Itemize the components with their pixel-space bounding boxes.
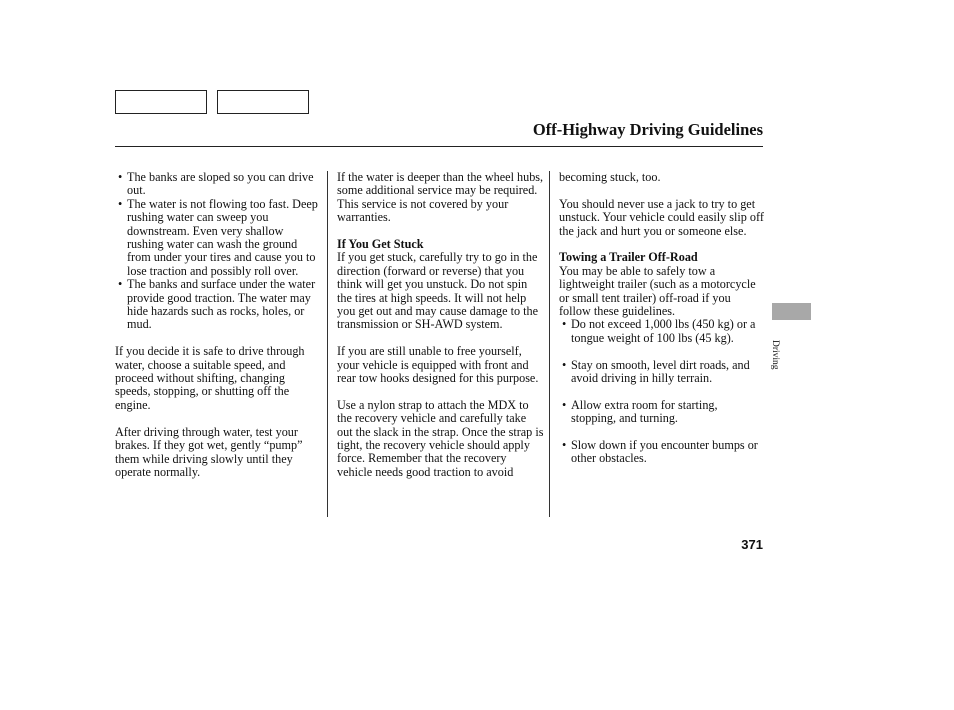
column-divider [327,171,328,517]
column-3 [559,171,765,479]
list-item: • The water is not flowing too fast. Deep rushing water can sweep you downstream. Even very shallow rushing water can wash the ground from under your tires and cause you to lose traction and possibly roll over. [115,198,322,278]
water-crossing-list [115,171,322,332]
towing-list [559,318,765,465]
section-heading: If You Get Stuck [337,237,424,252]
list-item: • Slow down if you encounter bumps or other obstacles. [559,439,765,466]
list-item: • The banks are sloped so you can drive out. [115,171,322,198]
paragraph: You should never use a jack to try to get unstuck. Your vehicle could easily slip off the jack and hurt you or someone else. [559,196,764,238]
list-item: • Do not exceed 1,000 lbs (450 kg) or a tongue weight of 100 lbs (45 kg). [559,318,765,345]
nav-prev-button[interactable] [115,90,207,114]
page-title: Off-Highway Driving Guidelines [532,120,763,139]
paragraph: becoming stuck, too. [559,170,661,184]
paragraph: If you are still unable to free yourself, your vehicle is equipped with front and rear tow hooks designed for this purpose. [337,344,539,386]
page-number: 371 [741,537,763,552]
paragraph: If you decide it is safe to drive through water, choose a suitable speed, and proceed without shifting, changing speeds, stopping, or shutting off the engine. [115,344,305,412]
header-rule [115,146,763,147]
section-heading: Towing a Trailer Off-Road [559,250,698,265]
section-tab[interactable] [772,303,811,320]
column-1 [115,171,322,493]
list-item: • Stay on smooth, level dirt roads, and avoid driving in hilly terrain. [559,359,765,386]
nav-next-button[interactable] [217,90,309,114]
paragraph: You may be able to safely tow a lightweight trailer (such as a motorcycle or small tent trailer) off-road if you follow these guidelines. [559,263,756,319]
list-item: • Allow extra room for starting, stopping, and turning. [559,399,765,426]
column-2 [337,171,544,479]
paragraph: If the water is deeper than the wheel hubs, some additional service may be required. This service is not covered by your warranties. [337,170,544,225]
column-divider [549,171,550,517]
list-item: • The banks and surface under the water provide good traction. The water may hide hazards such as rocks, holes, or mud. [115,278,322,332]
paragraph: Use a nylon strap to attach the MDX to the recovery vehicle and carefully take out the slack in the strap. Once the strap is tight, the recovery vehicle should apply force. Remember that the recovery vehicle needs good traction to avoid [337,397,544,479]
paragraph: If you get stuck, carefully try to go in the direction (forward or reverse) that you think will get you unstuck. Do not spin the tires at high speeds. It will not help you get out and may cause damage to the transmission or SH-AWD system. [337,250,539,332]
section-tab-label: Driving [770,340,780,370]
paragraph: After driving through water, test your brakes. If they got wet, gently “pump” them while driving slowly until they operate normally. [115,424,303,479]
